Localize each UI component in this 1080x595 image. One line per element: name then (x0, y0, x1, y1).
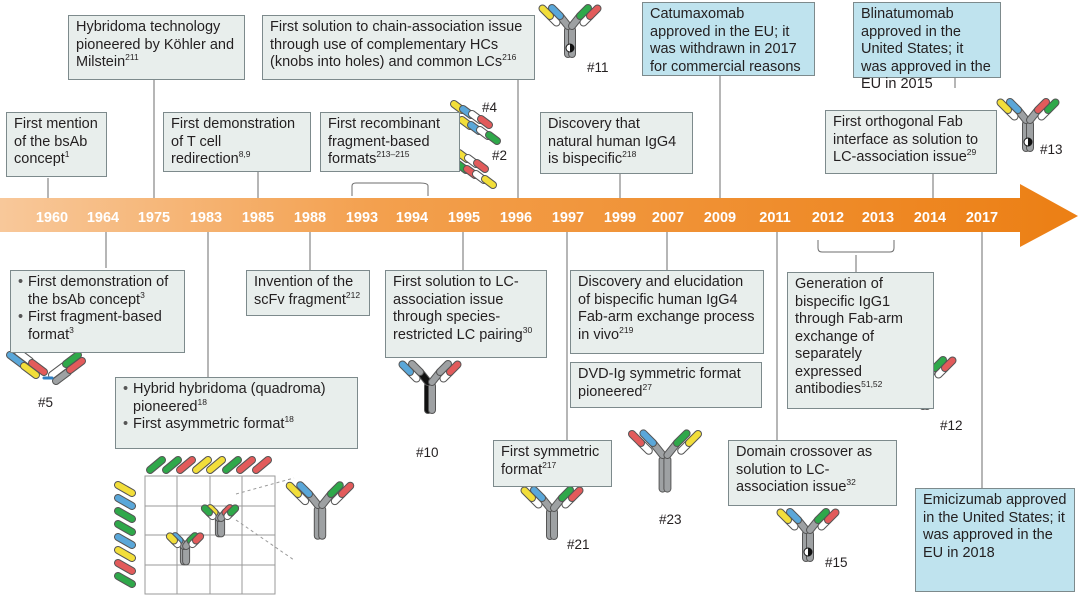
year-label-1983: 1983 (189, 210, 223, 226)
event-1960: First mention of the bsAb concept$^1$ (6, 112, 107, 177)
event-2017: Emicizumab approved in the United States; it was approved in the EU in 2018 (915, 488, 1075, 592)
antibody-5 (10, 352, 82, 381)
year-label-2007: 2007 (651, 210, 685, 226)
event-1996: First solution to chain-association issue through use of complementary HCs (knobs into holes) and common LCs$^{216}$ (262, 15, 535, 80)
year-label-1988: 1988 (293, 210, 327, 226)
format-label: #13 (1040, 142, 1063, 157)
year-label-1995: 1995 (447, 210, 481, 226)
year-label-1985: 1985 (241, 210, 275, 226)
format-label: #4 (482, 100, 498, 115)
year-label-2017: 2017 (965, 210, 999, 226)
year-label-1997: 1997 (551, 210, 585, 226)
event-2013: First orthogonal Fab interface as solution to LC-association issue$^{29}$ (825, 110, 997, 174)
format-label: #12 (940, 418, 963, 433)
year-label-1994: 1994 (395, 210, 429, 226)
event-2007b: DVD-Ig symmetric format pioneered$^{27}$ (570, 362, 762, 408)
antibody-quadroma (290, 485, 351, 536)
year-label-1999: 1999 (603, 210, 637, 226)
year-label-2011: 2011 (759, 210, 791, 226)
antibody-grid-a (205, 508, 235, 533)
event-1993: First recombinant fragment-based formats$^{213-215}$ (320, 112, 460, 172)
year-label-2012: 2012 (811, 210, 845, 226)
year-label-2009: 2009 (703, 210, 737, 226)
year-label-1996: 1996 (499, 210, 533, 226)
format-label: #15 (825, 555, 848, 570)
event-1997: First symmetric format$^{217}$ (493, 440, 612, 487)
event-2014: Blinatumomab approved in the United States; it was approved in the EU in 2015 (853, 2, 1001, 78)
event-1975: Hybridoma technology pioneered by Köhler and Milstein$^{211}$ (68, 15, 245, 80)
format-label: #11 (587, 60, 609, 75)
year-label-2014: 2014 (913, 210, 947, 226)
year-label-1993: 1993 (345, 210, 379, 226)
event-2007a: Discovery and elucidation of bispecific human IgG4 Fab-arm exchange process in vivo$^{219}$ (570, 270, 764, 354)
year-label-1964: 1964 (86, 210, 120, 226)
event-2012: Generation of bispecific IgG1 through Fab-arm exchange of separately expressed antibodies$^{51,52}$ (787, 272, 934, 409)
event-2011: Domain crossover as solution to LC-association issue$^{32}$ (728, 440, 897, 506)
event-2009: Catumaxomab approved in the EU; it was withdrawn in 2017 for commercial reasons (642, 2, 815, 76)
antibody-11 (543, 8, 598, 54)
antibody-21 (525, 490, 580, 536)
event-1983: • Hybrid hybridoma (quadroma) pioneered$^{18}$ • First asymmetric format$^{18}$ (115, 377, 358, 449)
format-label: #21 (567, 537, 590, 552)
antibody-23 (632, 433, 698, 488)
antibody-grid-b (170, 536, 200, 561)
year-label-1960: 1960 (35, 210, 69, 226)
event-1964: • First demonstration of the bsAb concept$^3$ • First fragment-based format$^3$ (10, 270, 185, 353)
year-label-2013: 2013 (861, 210, 895, 226)
format-label: #5 (38, 395, 54, 410)
antibody-10 (403, 364, 458, 410)
format-label: #23 (659, 512, 682, 527)
event-1988: Invention of the scFv fragment$^{212}$ (246, 270, 370, 316)
format-label: #10 (416, 445, 439, 460)
year-label-1975: 1975 (137, 210, 171, 226)
event-1985: First demonstration of T cell redirection$^{8,9}$ (163, 112, 311, 172)
antibody-15 (781, 512, 836, 558)
format-label: #2 (492, 148, 508, 163)
event-1999: Discovery that natural human IgG4 is bispecific$^{218}$ (540, 112, 693, 174)
event-1995: First solution to LC-association issue through species-restricted LC pairing$^{30}$ (385, 270, 547, 358)
